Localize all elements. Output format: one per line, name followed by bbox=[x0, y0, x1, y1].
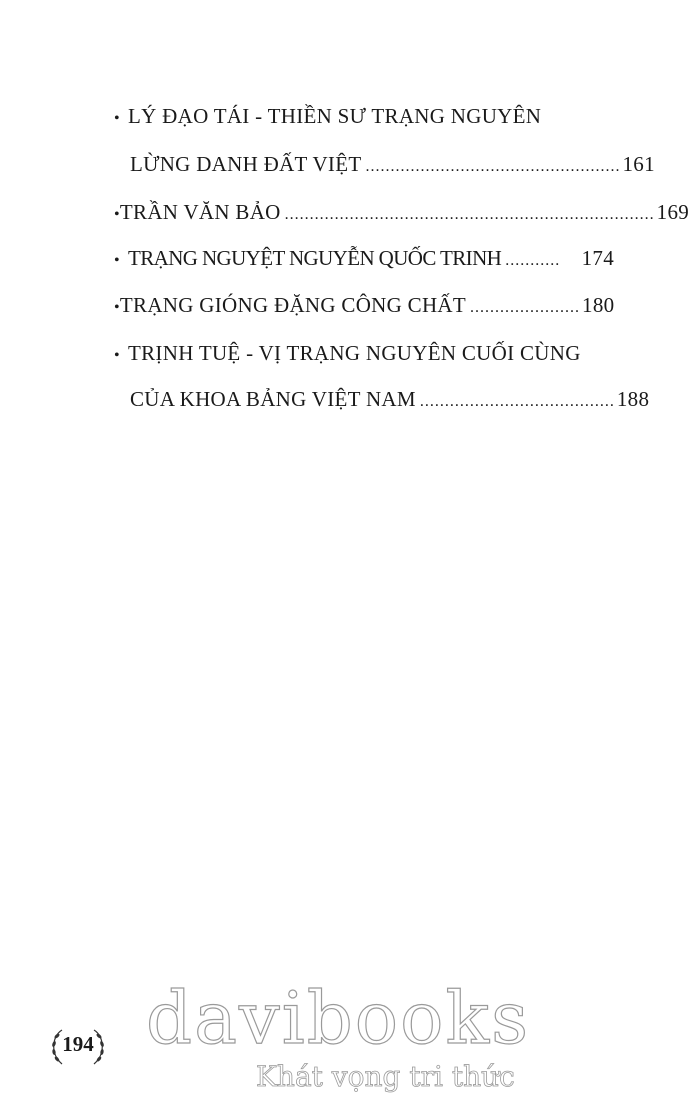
bullet: • bbox=[114, 206, 120, 223]
page-number: 194 bbox=[62, 1032, 94, 1056]
toc-entry-title: LỪNG DANH ĐẤT VIỆT bbox=[130, 152, 362, 176]
dot-leader: ...................... bbox=[470, 299, 581, 316]
toc-entry-title: TRỊNH TUỆ - VỊ TRẠNG NGUYÊN CUỐI CÙNG bbox=[128, 341, 581, 365]
toc-entry-title: LÝ ĐẠO TÁI - THIỀN SƯ TRẠNG NGUYÊN bbox=[128, 104, 542, 128]
toc-entry-title: TRẠNG GIÓNG ĐẶNG CÔNG CHẤT bbox=[119, 293, 467, 317]
toc-entry bbox=[114, 243, 614, 273]
watermark-brand: davibooks bbox=[146, 976, 531, 1060]
toc-entry bbox=[114, 290, 614, 320]
toc-entry bbox=[130, 384, 650, 414]
dot-leader: ....................................... bbox=[419, 393, 615, 410]
toc-entry bbox=[114, 101, 614, 131]
publisher-watermark bbox=[146, 976, 566, 1106]
bullet: • bbox=[114, 110, 120, 127]
toc-entry-title: TRẠNG NGUYỆT NGUYỄN QUỐC TRINH bbox=[128, 246, 502, 270]
toc-entry bbox=[114, 197, 690, 227]
bullet: • bbox=[114, 252, 120, 269]
bullet: • bbox=[114, 347, 120, 364]
toc-entry-page: 161 bbox=[622, 152, 655, 176]
page-number-ornament bbox=[48, 1024, 108, 1070]
dot-leader: ................................................... bbox=[365, 158, 621, 175]
toc-entry bbox=[114, 338, 614, 368]
dot-leader: ........... bbox=[505, 252, 561, 269]
toc-entry-page: 169 bbox=[656, 200, 690, 224]
dot-leader: .......................................................................... bbox=[284, 206, 655, 223]
bullet: • bbox=[114, 299, 120, 316]
toc-entry-page: 188 bbox=[616, 387, 650, 411]
toc-entry-title: TRẦN VĂN BẢO bbox=[119, 200, 281, 224]
toc-entry-page: 180 bbox=[582, 293, 615, 317]
toc-entry bbox=[130, 149, 655, 179]
watermark-tagline: Khát vọng tri thức bbox=[256, 1060, 515, 1093]
toc-entry-title: CỦA KHOA BẢNG VIỆT NAM bbox=[130, 387, 416, 411]
toc-entry-page: 174 bbox=[581, 246, 614, 270]
